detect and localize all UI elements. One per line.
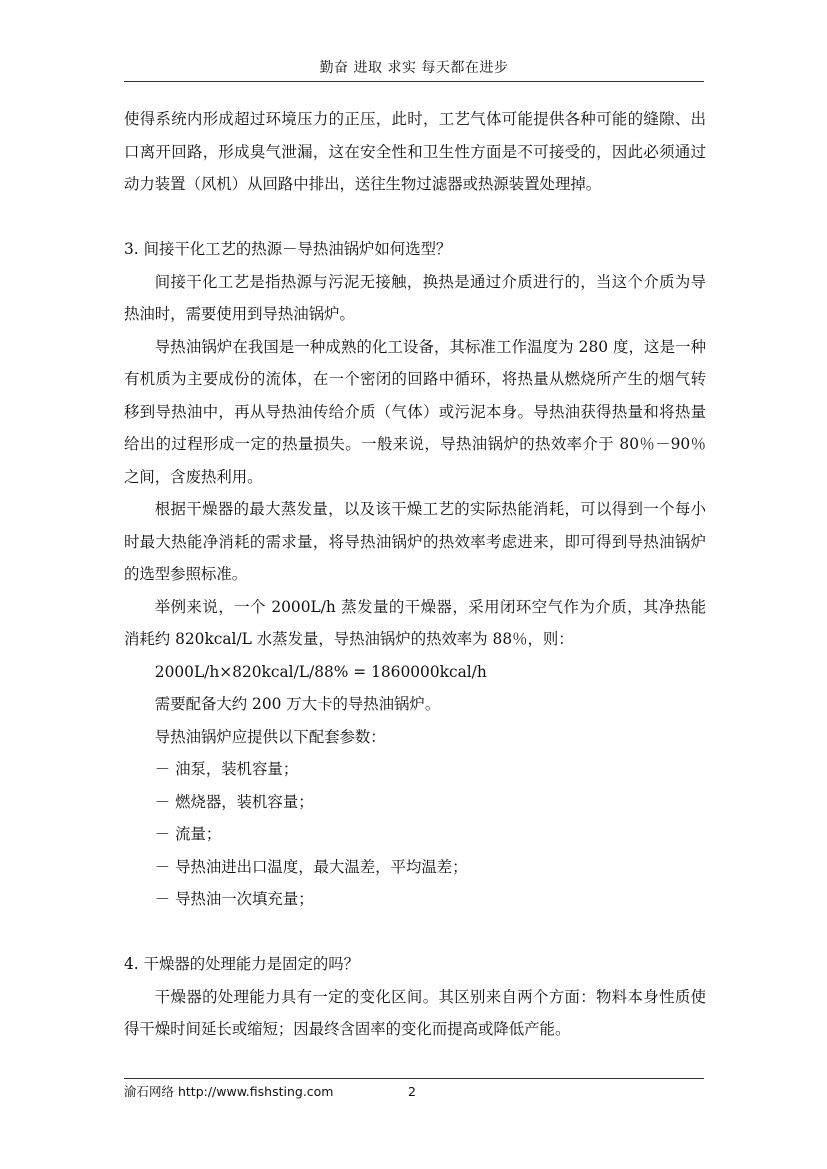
list-item: － 油泵，装机容量；: [154, 760, 299, 778]
section-3-paragraph-4: 举例来说，一个 2000L/h 蒸发量的干燥器，采用闭环空气作为介质，其净热能消耗约 820kcal/L 水蒸发量，导热油锅炉的热效率为 88％，则：: [124, 597, 706, 648]
page-header-motto: 勤奋 进取 求实 每天都在进步: [319, 60, 509, 76]
section-3-paragraph-6: 导热油锅炉应提供以下配套参数：: [154, 727, 386, 746]
section-3-paragraph-5: 需要配备大约 200 万大卡的导热油锅炉。: [154, 695, 441, 713]
footer-site-link: 渝石网络 http://www.fishsting.com: [124, 1084, 334, 1099]
formula-line: 2000L/h×820kcal/L/88% = 1860000kcal/h: [154, 662, 487, 681]
section-4-heading: 4. 干燥器的处理能力是固定的吗？: [124, 955, 360, 973]
list-item: － 导热油一次填充量；: [154, 890, 314, 908]
section-3-paragraph-2: 导热油锅炉在我国是一种成熟的化工设备，其标准工作温度为 280 度，这是一种有机质为主要成份的流体，在一个密闭的回路中循环，将热量从燃烧所产生的烟气转移到导热油中，再从导热油传给介质（气体）或污泥本身。导热油获得热量和将热量给出的过程形成一定的热量损失。一般来说，导热油锅炉的热效率介于 80％－90％之间，含废热利用。: [124, 337, 706, 486]
section-3-paragraph-1: 间接干化工艺是指热源与污泥无接触，换热是通过介质进行的，当这个介质为导热油时，需要使用到导热油锅炉。: [124, 272, 706, 323]
page-footer: [124, 1082, 334, 1102]
header-divider: [124, 81, 704, 82]
document-body: [124, 103, 706, 1046]
blank-line: [124, 201, 706, 234]
section-3-paragraph-3: 根据干燥器的最大蒸发量，以及该干燥工艺的实际热能消耗，可以得到一个每小时最大热能净消耗的需求量，将导热油锅炉的热效率考虑进来，即可得到导热油锅炉的选型参照标准。: [124, 500, 706, 583]
footer-divider: [124, 1078, 704, 1079]
list-item: － 导热油进出口温度，最大温差，平均温差；: [154, 857, 468, 876]
section-4-paragraph-1: 干燥器的处理能力具有一定的变化区间。其区别来自两个方面：物料本身性质使得干燥时间延长或缩短；因最终含固率的变化而提高或降低产能。: [124, 987, 706, 1038]
paragraph-continued: 使得系统内形成超过环境压力的正压，此时，工艺气体可能提供各种可能的缝隙、出口离开回路，形成臭气泄漏，这在安全性和卫生性方面是不可接受的，因此必须通过动力装置（风机）从回路中排出，送往生物过滤器或热源装置处理掉。: [124, 110, 706, 193]
list-item: － 流量；: [154, 825, 222, 843]
section-3-heading: 3. 间接干化工艺的热源－导热油锅炉如何选型？: [124, 240, 452, 258]
blank-line: [124, 916, 706, 949]
list-item: － 燃烧器，装机容量；: [154, 792, 314, 811]
page-number: 2: [408, 1084, 416, 1099]
